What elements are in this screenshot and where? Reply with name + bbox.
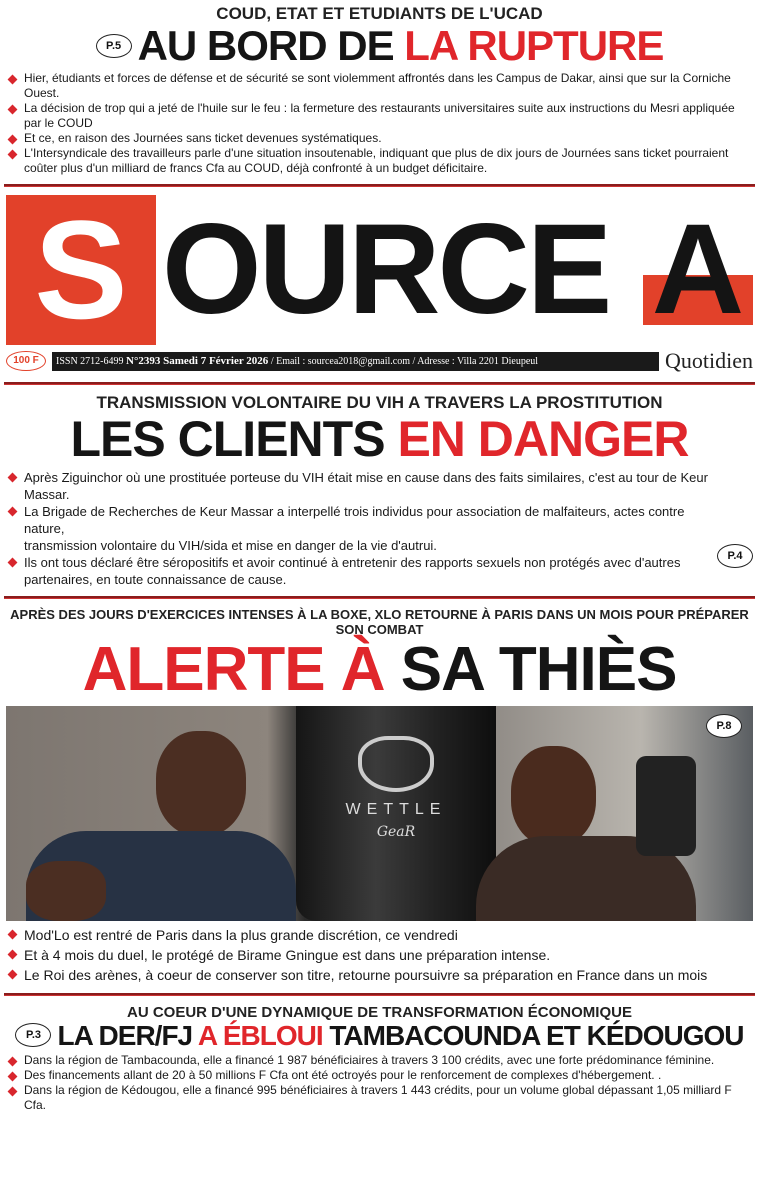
- divider: [4, 382, 755, 385]
- bullet-list: [6, 925, 753, 985]
- bullet: Dans la région de Kédougou, elle a financé 995 bénéficiaires à travers 1 443 crédits, pour un volume global dépassant 1,05 milliard F Cfa.: [6, 1083, 753, 1113]
- bullet: Et ce, en raison des Journées sans ticket devenues systématiques.: [6, 131, 753, 146]
- boxer-left-head: [156, 731, 246, 836]
- price-badge: 100 F: [6, 351, 46, 371]
- masthead: [0, 191, 759, 378]
- page-ref[interactable]: P.3: [15, 1023, 51, 1047]
- bullet-list: [6, 71, 753, 176]
- frequency: Quotidien: [665, 348, 753, 374]
- divider: [4, 596, 755, 599]
- bullet-area: [6, 469, 753, 588]
- kicker: AU COEUR D'UNE DYNAMIQUE DE TRANSFORMATION ÉCONOMIQUE: [127, 1003, 632, 1021]
- page-ref[interactable]: P.8: [706, 714, 742, 738]
- contact-info: / Email : sourcea2018@gmail.com / Adresse : Villa 2201 Dieupeul: [270, 355, 539, 367]
- punching-bag: [296, 706, 496, 921]
- bullet-continued: coûter plus d'un milliard de francs Cfa au COUD, déjà confronté à un budget déficitaire.: [24, 161, 488, 176]
- headline: LA DER/FJ A ÉBLOUI TAMBACOUNDA ET KÉDOUGOU: [57, 1019, 744, 1051]
- boxer-right-head: [511, 746, 596, 846]
- story-vih: [0, 389, 759, 592]
- bullet: Après Ziguinchor où une prostituée porteuse du VIH était mise en cause dans des faits similaires, c'est au tour de Keur Massar.: [6, 469, 711, 503]
- headline: ALERTE À SA THIÈS: [82, 634, 677, 704]
- bullet-list: [6, 1053, 753, 1113]
- info-row: [6, 348, 753, 374]
- page-ref[interactable]: P.5: [96, 34, 132, 58]
- logo-row: [6, 191, 753, 349]
- divider: [4, 993, 755, 996]
- bullet: Mod'Lo est rentré de Paris dans la plus grande discrétion, ce vendredi: [6, 925, 753, 945]
- headline-row: [6, 24, 753, 68]
- bullet: Hier, étudiants et forces de défense et de sécurité se sont violemment affrontés dans les Campus de Dakar, ainsi que sur la Corniche Ouest.: [6, 71, 753, 101]
- headline-row: [6, 634, 753, 704]
- headline: AU BORD DE LA RUPTURE: [137, 22, 664, 69]
- bullet: La Brigade de Recherches de Keur Massar a interpellé trois individus pour association de malfaiteurs, actes contre nature,: [6, 503, 711, 537]
- issn: ISSN 2712-6499: [56, 355, 124, 367]
- info-bar: [52, 352, 659, 371]
- story-boxe: [0, 603, 759, 989]
- logo-s: S: [34, 191, 128, 349]
- page-ref[interactable]: P.4: [717, 544, 753, 568]
- bullet: L'Intersyndicale des travailleurs parle d'une situation insoutenable, indiquant que plus de dix jours de Journées sans ticket pourraient: [6, 146, 753, 161]
- boxer-left-fist: [26, 861, 106, 921]
- story-der-fj: [0, 1000, 759, 1117]
- kicker: COUD, ETAT ET ETUDIANTS DE L'UCAD: [216, 4, 543, 23]
- bullet: Dans la région de Tambacounda, elle a financé 1 987 bénéficiaires à travers 3 100 crédits, avec une forte prédominance féminine.: [6, 1053, 753, 1068]
- logo-text: OURCE: [162, 198, 610, 342]
- bullet: La décision de trop qui a jeté de l'huile sur le feu : la fermeture des restaurants universitaires suite aux instructions du Mesri appliquée par le COUD: [6, 101, 753, 131]
- bag-brand: WETTLE: [345, 800, 447, 818]
- divider: [4, 184, 755, 187]
- issue-date: N°2393 Samedi 7 Février 2026: [126, 354, 269, 367]
- logo-a-wrap: [643, 195, 753, 345]
- hanging-bag: [636, 756, 696, 856]
- bullet: Le Roi des arènes, à coeur de conserver son titre, retourne poursuivre sa préparation en France dans un mois: [6, 965, 753, 985]
- headline: LES CLIENTS EN DANGER: [70, 411, 689, 468]
- bullet-continued: transmission volontaire du VIH/sida et mise en danger de la vie d'autrui.: [24, 537, 437, 553]
- logo-a: A: [651, 198, 745, 342]
- bag-logo-icon: [358, 736, 434, 792]
- headline-row: [6, 413, 753, 466]
- headline-row: [6, 1021, 753, 1050]
- photo-boxers: [6, 706, 753, 921]
- story-coud: [0, 0, 759, 180]
- bullet-list: [6, 469, 711, 588]
- logo-s-box: [6, 191, 156, 349]
- bag-sub: GeaR: [376, 823, 416, 840]
- bullet: Des financements allant de 20 à 50 millions F Cfa ont été octroyés pour le renforcement de complexes d'hébergement. .: [6, 1068, 753, 1083]
- kicker: APRÈS DES JOURS D'EXERCICES INTENSES À LA BOXE, XLO RETOURNE À PARIS DANS UN MOIS POUR PRÉPARER SON COMBAT: [10, 606, 749, 637]
- bullet: Et à 4 mois du duel, le protégé de Birame Gningue est dans une préparation intense.: [6, 945, 753, 965]
- bullet: Ils ont tous déclaré être séropositifs et avoir continué à entretenir des rapports sexuels non protégés avec d'autres partenaires, en toute connaissance de cause.: [6, 554, 711, 588]
- kicker: TRANSMISSION VOLONTAIRE DU VIH A TRAVERS LA PROSTITUTION: [96, 393, 663, 413]
